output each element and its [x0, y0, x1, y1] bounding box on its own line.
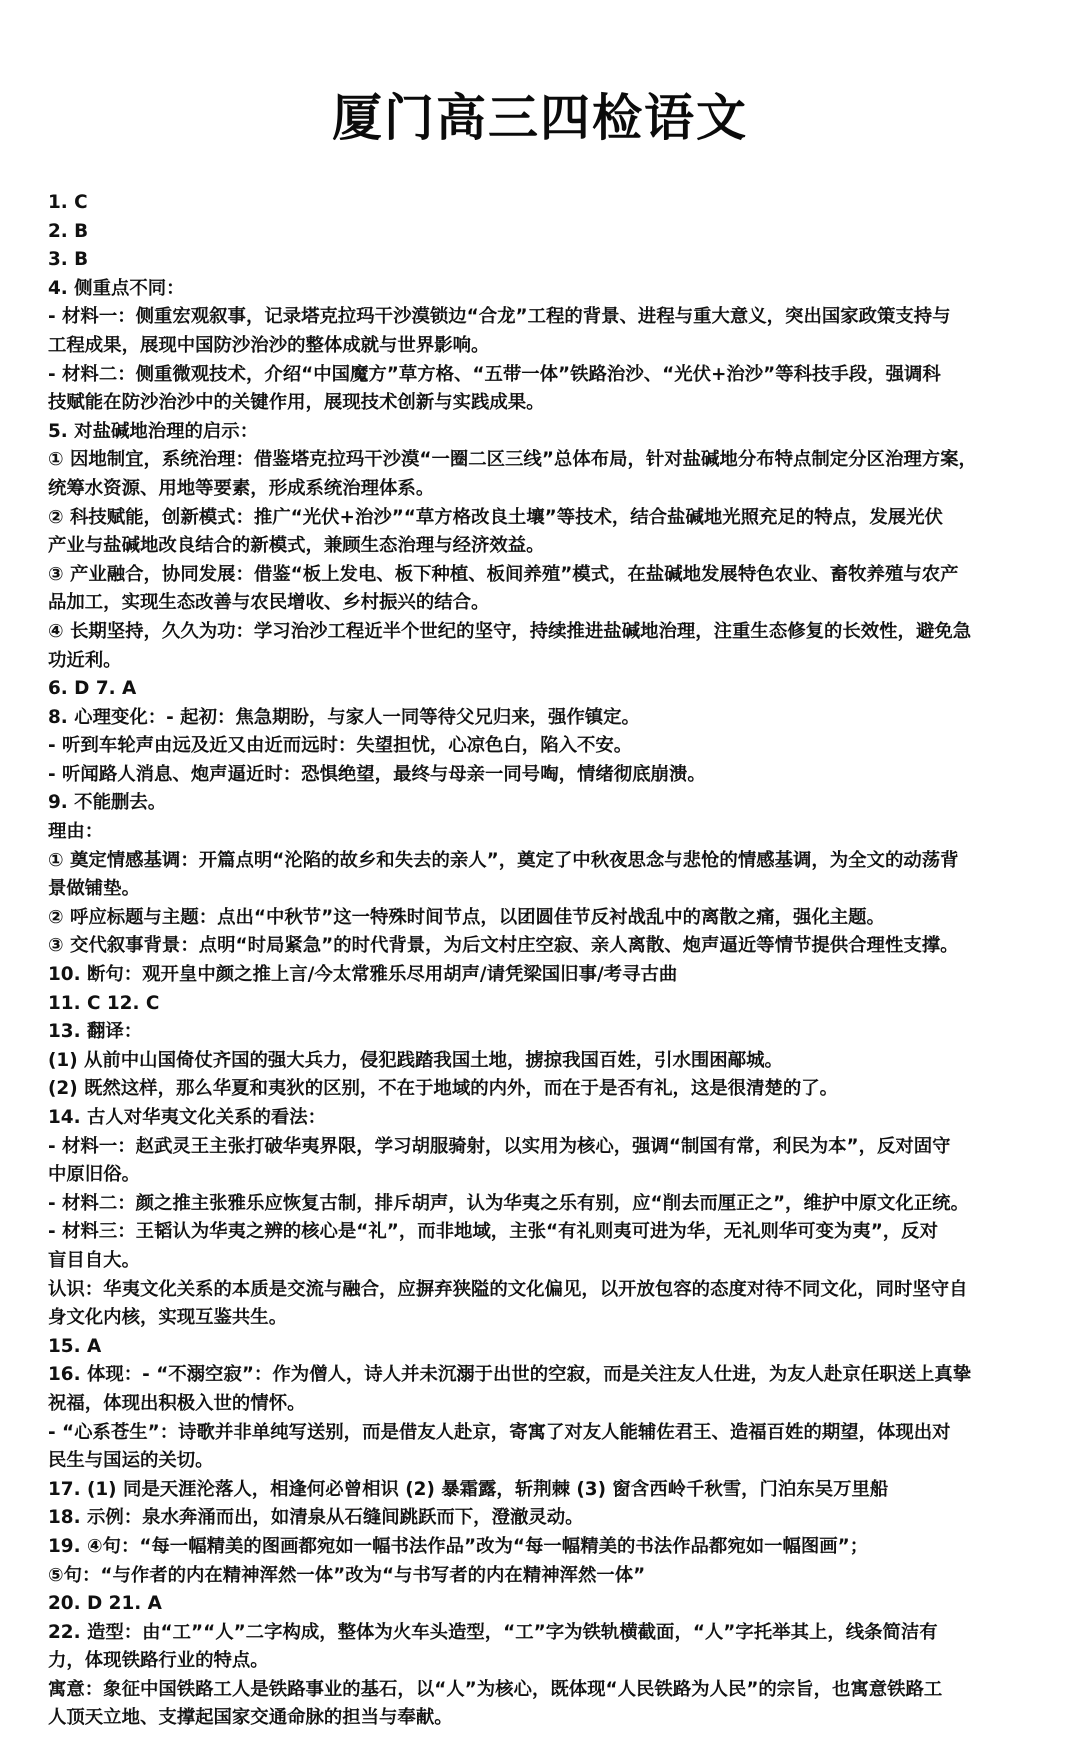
answer-line: - 听闻路人消息、炮声逼近时：恐惧绝望，最终与母亲一同号啕，情绪彻底崩溃。: [48, 763, 706, 785]
answer-line: ② 呼应标题与主题：点出“中秋节”这一特殊时间节点，以团圆佳节反衬战乱中的离散之痛，强化主题。: [48, 906, 885, 928]
answer-line: 理由：: [48, 821, 104, 843]
answer-line: 17. (1) 同是天涯沦落人，相逢何必曾相识 (2) 暴霜露，斩荆棘 (3) 窗含西岭千秋雪，门泊东吴万里船: [48, 1478, 889, 1500]
answer-line: 4. 侧重点不同：: [48, 277, 185, 299]
answer-content: [48, 189, 1038, 1733]
answer-line: 品加工，实现生态改善与农民增收、乡村振兴的结合。: [48, 592, 490, 614]
answer-line: 寓意：象征中国铁路工人是铁路事业的基石，以“人”为核心，既体现“人民铁路为人民”的宗旨，也寓意铁路工: [48, 1678, 943, 1700]
answer-line: - 材料一：侧重宏观叙事，记录塔克拉玛干沙漠锁边“合龙”工程的背景、进程与重大意义，突出国家政策支持与: [48, 306, 951, 328]
answer-line: 15. A: [48, 1335, 102, 1357]
answer-line: ① 奠定情感基调：开篇点明“沦陷的故乡和失去的亲人”，奠定了中秋夜思念与悲怆的情感基调，为全文的动荡背: [48, 849, 959, 871]
answer-line: 技赋能在防沙治沙中的关键作用，展现技术创新与实践成果。: [48, 392, 545, 414]
answer-line: 2. B: [48, 220, 89, 242]
answer-line: 9. 不能删去。: [48, 792, 167, 814]
answer-line: - 材料二：颜之推主张雅乐应恢复古制，排斥胡声，认为华夷之乐有别，应“削去而厘正之”，维护中原文化正统。: [48, 1192, 969, 1214]
answer-line: - “心系苍生”：诗歌并非单纯写送别，而是借友人赴京，寄寓了对友人能辅佐君王、造福百姓的期望，体现出对: [48, 1421, 951, 1443]
answer-line: 中原旧俗。: [48, 1164, 140, 1186]
answer-line: 盲目自大。: [48, 1249, 140, 1271]
answer-line: 3. B: [48, 249, 89, 271]
answer-line: (2) 既然这样，那么华夏和夷狄的区别，不在于地域的内外，而在于是否有礼，这是很清楚的了。: [48, 1078, 839, 1100]
answer-line: 认识：华夷文化关系的本质是交流与融合，应摒弃狭隘的文化偏见，以开放包容的态度对待不同文化，同时坚守自: [48, 1278, 968, 1300]
page-title: 厦门高三四检语文: [332, 89, 748, 147]
answer-line: 10. 断句：观开皇中颜之推上言/今太常雅乐尽用胡声/请凭梁国旧事/考寻古曲: [48, 964, 678, 986]
answer-line: 功近利。: [48, 649, 122, 671]
answer-line: ① 因地制宜，系统治理：借鉴塔克拉玛干沙漠“一圈二区三线”总体布局，针对盐碱地分布特点制定分区治理方案，: [48, 449, 977, 471]
answer-line: 祝福，体现出积极入世的情怀。: [48, 1392, 306, 1414]
answer-line: - 材料三：王韬认为华夷之辨的核心是“礼”，而非地域，主张“有礼则夷可进为华，无礼则华可变为夷”，反对: [48, 1221, 938, 1243]
answer-line: ③ 产业融合，协同发展：借鉴“板上发电、板下种植、板间养殖”模式，在盐碱地发展特色农业、畜牧养殖与农产: [48, 563, 959, 585]
answer-line: 14. 古人对华夷文化关系的看法：: [48, 1107, 327, 1128]
answer-line: ② 科技赋能，创新模式：推广“光伏+治沙”“草方格改良土壤”等技术，结合盐碱地光照充足的特点，发展光伏: [48, 506, 943, 528]
answer-line: 6. D 7. A: [48, 678, 137, 700]
answer-line: 16. 体现：- “不溺空寂”：作为僧人，诗人并未沉溺于出世的空寂，而是关注友人仕进，为友人赴京任职送上真挚: [48, 1364, 972, 1386]
answer-line: 20. D 21. A: [48, 1593, 162, 1615]
answer-line: ③ 交代叙事背景：点明“时局紧急”的时代背景，为后文村庄空寂、亲人离散、炮声逼近等情节提供合理性支撑。: [48, 935, 959, 957]
answer-line: 工程成果，展现中国防沙治沙的整体成就与世界影响。: [48, 334, 490, 356]
answer-line: 5. 对盐碱地治理的启示：: [48, 420, 259, 442]
answer-line: - 材料二：侧重微观技术，介绍“中国魔方”草方格、“五带一体”铁路治沙、“光伏+治沙”等科技手段，强调科: [48, 363, 941, 385]
answer-line: - 材料一：赵武灵王主张打破华夷界限，学习胡服骑射，以实用为核心，强调“制国有常，利民为本”，反对固守: [48, 1135, 951, 1157]
answer-line: 力，体现铁路行业的特点。: [48, 1650, 269, 1672]
answer-line: ⑤句：“与作者的内在精神浑然一体”改为“与书写者的内在精神浑然一体”: [48, 1564, 646, 1586]
answer-line: 统筹水资源、用地等要素，形成系统治理体系。: [48, 477, 435, 499]
answer-line: (1) 从前中山国倚仗齐国的强大兵力，侵犯践踏我国土地，掳掠我国百姓，引水围困鄗城。: [48, 1049, 783, 1071]
answer-line: 11. C 12. C: [48, 992, 160, 1014]
answer-line: 8. 心理变化：- 起初：焦急期盼，与家人一同等待父兄归来，强作镇定。: [48, 706, 640, 728]
answer-line: - 听到车轮声由远及近又由近而远时：失望担忧，心凉色白，陷入不安。: [48, 735, 633, 757]
answer-line: 13. 翻译：: [48, 1021, 143, 1043]
answer-line: 景做铺垫。: [48, 878, 140, 900]
answer-line: 民生与国运的关切。: [48, 1450, 214, 1472]
answer-line: 1. C: [48, 192, 88, 213]
answer-line: 人顶天立地、支撑起国家交通命脉的担当与奉献。: [48, 1707, 453, 1729]
answer-line: 19. ④句：“每一幅精美的图画都宛如一幅书法作品”改为“每一幅精美的书法作品都宛如一幅图画”；: [48, 1535, 869, 1557]
answer-line: 18. 示例：泉水奔涌而出，如清泉从石缝间跳跃而下，澄澈灵动。: [48, 1507, 584, 1529]
answer-line: 身文化内核，实现互鉴共生。: [48, 1307, 288, 1329]
answer-line: 22. 造型：由“工”“人”二字构成，整体为火车头造型，“工”字为铁轨横截面，“人”字托举其上，线条简洁有: [48, 1621, 938, 1643]
answer-line: 产业与盐碱地改良结合的新模式，兼顾生态治理与经济效益。: [48, 535, 545, 557]
answer-line: ④ 长期坚持，久久为功：学习治沙工程近半个世纪的坚守，持续推进盐碱地治理，注重生态修复的长效性，避免急: [48, 620, 972, 642]
